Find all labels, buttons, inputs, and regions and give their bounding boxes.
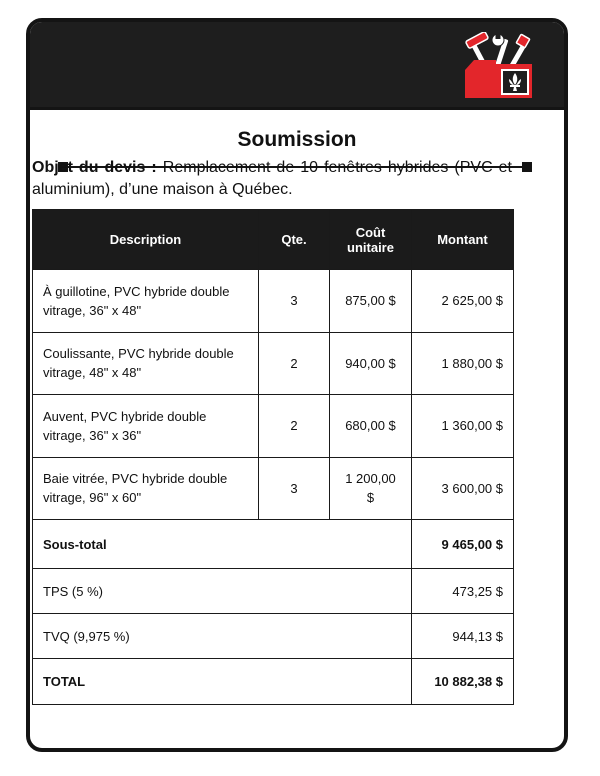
- row-qty: 2: [259, 395, 330, 458]
- tvq-label: TVQ (9,975 %): [33, 614, 412, 659]
- page-title: Soumission: [237, 128, 357, 151]
- subtotal-label: Sous-total: [33, 520, 412, 569]
- row-qty: 3: [259, 270, 330, 333]
- total-row: [33, 659, 514, 705]
- tps-label: TPS (5 %): [33, 569, 412, 614]
- row-amount: 1 880,00 $: [412, 332, 514, 395]
- row-description: À guillotine, PVC hybride double vitrage, 36" x 48": [33, 270, 259, 333]
- table-row: [33, 270, 514, 333]
- table-row: [33, 457, 514, 520]
- row-description: Auvent, PVC hybride double vitrage, 36" x 36": [33, 395, 259, 458]
- tvq-row: [33, 614, 514, 659]
- table-row: [33, 395, 514, 458]
- toolbox-quebec-logo-icon: [462, 32, 538, 100]
- subtotal-row: [33, 520, 514, 569]
- header-qty: Qte.: [259, 210, 330, 270]
- total-label: TOTAL: [33, 659, 412, 705]
- header-unit-cost: Coût unitaire: [330, 210, 412, 270]
- row-amount: 3 600,00 $: [412, 457, 514, 520]
- quote-subject-text: Remplacement de 10 fenêtres hybrides (PVC et aluminium), d’une maison à Québec.: [32, 159, 513, 198]
- header-bar: [30, 22, 564, 110]
- row-unit-cost: 680,00 $: [330, 395, 412, 458]
- tps-row: [33, 569, 514, 614]
- header-description: Description: [33, 210, 259, 270]
- row-description: Baie vitrée, PVC hybride double vitrage, 96" x 60": [33, 457, 259, 520]
- quote-subject-label: Objet du devis :: [32, 159, 157, 176]
- header-amount: Montant: [412, 210, 514, 270]
- row-amount: 1 360,00 $: [412, 395, 514, 458]
- table-row: [33, 332, 514, 395]
- row-qty: 3: [259, 457, 330, 520]
- row-qty: 2: [259, 332, 330, 395]
- row-description: Coulissante, PVC hybride double vitrage, 48" x 48": [33, 332, 259, 395]
- quote-subject: [32, 157, 512, 201]
- subtotal-value: 9 465,00 $: [412, 520, 514, 569]
- quote-table: [32, 209, 514, 705]
- tps-value: 473,25 $: [412, 569, 514, 614]
- tvq-value: 944,13 $: [412, 614, 514, 659]
- row-unit-cost: 1 200,00 $: [330, 457, 412, 520]
- total-value: 10 882,38 $: [412, 659, 514, 705]
- row-unit-cost: 875,00 $: [330, 270, 412, 333]
- row-unit-cost: 940,00 $: [330, 332, 412, 395]
- table-header-row: [33, 210, 514, 270]
- row-amount: 2 625,00 $: [412, 270, 514, 333]
